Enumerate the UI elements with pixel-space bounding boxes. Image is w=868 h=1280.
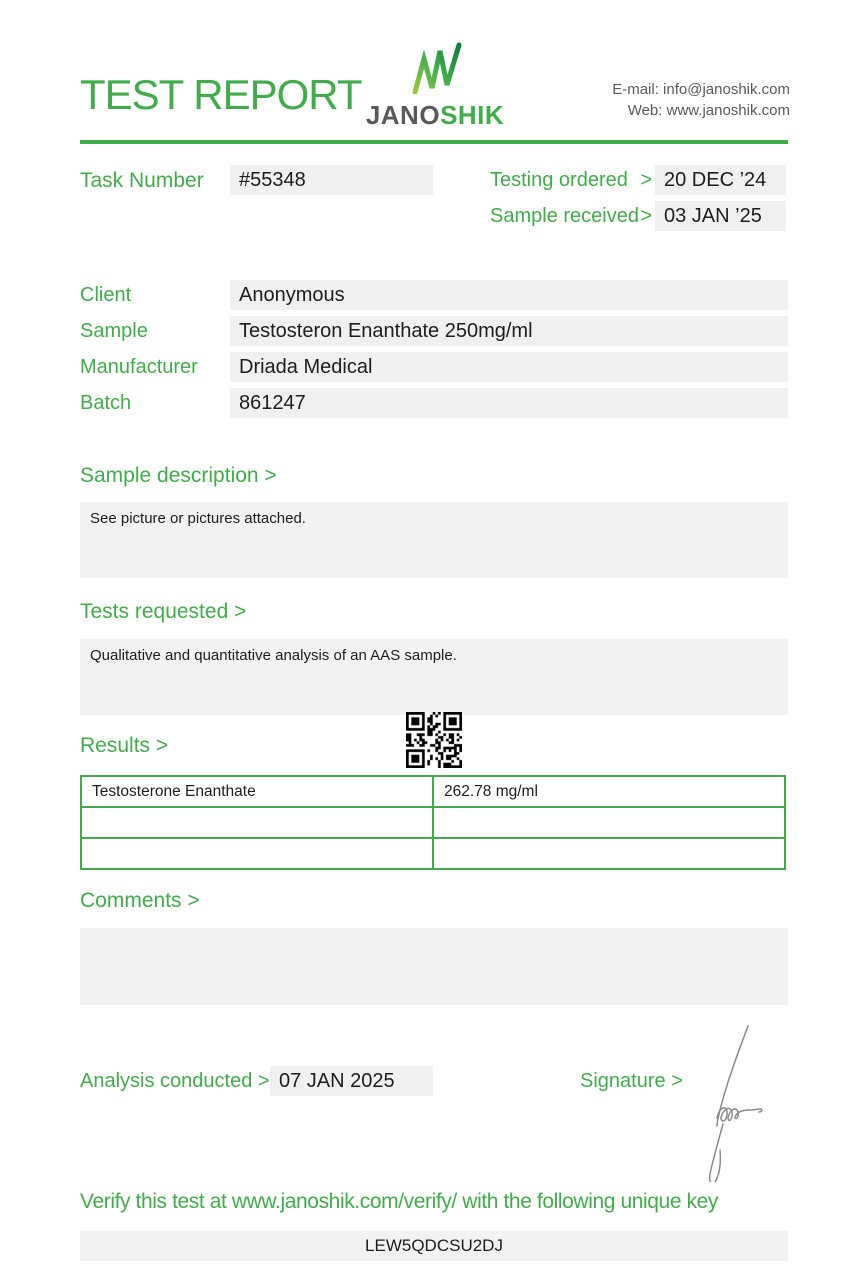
- manufacturer-value: Driada Medical: [239, 355, 373, 378]
- qr-code-icon: [406, 712, 462, 768]
- page-title: TEST REPORT: [80, 71, 362, 118]
- comments-box: [80, 928, 788, 1005]
- chevron-right-icon: >: [640, 169, 652, 191]
- sample-value: Testosteron Enanthate 250mg/ml: [239, 319, 533, 342]
- task-number-value: #55348: [239, 168, 306, 191]
- contact-info: [612, 79, 790, 121]
- tests-requested-text: Qualitative and quantitative analysis of an AAS sample.: [90, 647, 457, 664]
- result-value-cell: [433, 838, 785, 869]
- client-value: Anonymous: [239, 283, 345, 306]
- sample-description-text: See picture or pictures attached.: [90, 510, 306, 527]
- sample-field: [230, 316, 788, 346]
- testing-ordered-value: 20 DEC ’24: [664, 168, 767, 191]
- sample-received-label: Sample received >: [490, 205, 652, 227]
- web-label: Web:: [627, 102, 663, 119]
- task-number-label: Task Number: [80, 169, 204, 192]
- email-value: info@janoshik.com: [663, 81, 790, 98]
- handwritten-signature-icon: [690, 1022, 770, 1182]
- signature-label: Signature >: [580, 1070, 683, 1092]
- logo-part-shik: SHIK: [440, 100, 505, 130]
- unique-key-value: LEW5QDCSU2DJ: [365, 1236, 503, 1255]
- result-substance-cell: Testosterone Enanthate: [81, 776, 433, 807]
- table-row: [81, 838, 785, 869]
- batch-value: 861247: [239, 391, 306, 414]
- client-field: [230, 280, 788, 310]
- manufacturer-field: [230, 352, 788, 382]
- header-divider: [80, 140, 788, 144]
- result-value-cell: [433, 807, 785, 838]
- comments-heading: Comments >: [80, 889, 200, 912]
- chevron-right-icon: >: [257, 1070, 270, 1092]
- analysis-date-field: [270, 1066, 433, 1096]
- testing-ordered-label: Testing ordered >: [490, 169, 652, 191]
- logo-part-jano: JANO: [365, 100, 441, 130]
- sample-description-box: [80, 502, 788, 578]
- sample-received-value: 03 JAN ’25: [664, 204, 762, 227]
- analysis-date-value: 07 JAN 2025: [279, 1069, 395, 1092]
- batch-label: Batch: [80, 392, 132, 414]
- growth-chart-icon: [403, 42, 467, 94]
- tests-requested-heading: Tests requested >: [80, 600, 247, 623]
- web-value: www.janoshik.com: [666, 102, 790, 119]
- sample-description-heading: Sample description >: [80, 464, 277, 487]
- table-row: [81, 776, 785, 807]
- sample-label: Sample: [80, 320, 148, 342]
- result-value-cell: 262.78 mg/ml: [433, 776, 785, 807]
- client-label: Client: [80, 284, 132, 306]
- task-number-field: [230, 165, 433, 195]
- logo: [362, 42, 508, 131]
- batch-field: [230, 388, 788, 418]
- contact-email: [612, 79, 790, 100]
- testing-ordered-field: [655, 165, 786, 195]
- chevron-right-icon: >: [640, 205, 652, 227]
- result-substance-cell: [81, 807, 433, 838]
- result-substance-cell: [81, 838, 433, 869]
- results-heading: Results >: [80, 734, 169, 757]
- email-label: E-mail:: [612, 81, 659, 98]
- analysis-conducted-label: Analysis conducted >: [80, 1070, 270, 1092]
- chevron-right-icon: >: [671, 1070, 683, 1092]
- table-row: [81, 807, 785, 838]
- results-table: [80, 775, 786, 870]
- sample-received-field: [655, 201, 786, 231]
- verify-instruction: Verify this test at www.janoshik.com/verify/ with the following unique key: [80, 1190, 719, 1213]
- manufacturer-label: Manufacturer: [80, 356, 198, 378]
- logo-wordmark: [362, 100, 508, 131]
- tests-requested-box: [80, 639, 788, 715]
- unique-key-box: [80, 1231, 788, 1261]
- contact-web: [612, 100, 790, 121]
